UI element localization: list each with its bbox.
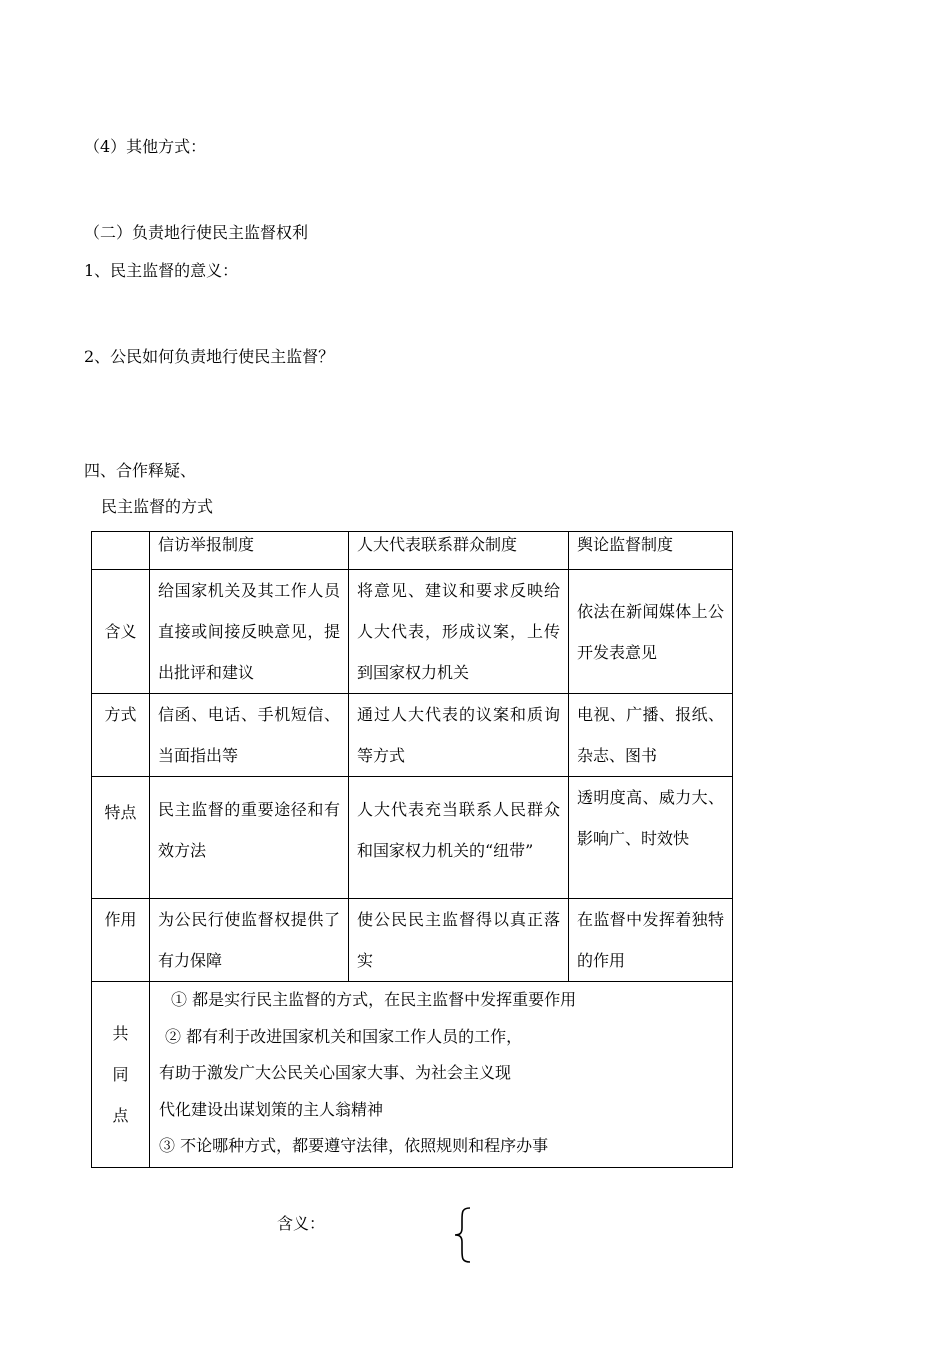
left-brace-icon bbox=[452, 1206, 476, 1264]
table-cell: 将意见、建议和要求反映给人大代表，形成议案，上传到国家权力机关 bbox=[349, 570, 569, 694]
row-label-feature: 特点 bbox=[92, 777, 150, 899]
table-cell: 在监督中发挥着独特的作用 bbox=[569, 899, 733, 982]
table-caption: 民主监督的方式 bbox=[101, 497, 214, 516]
table-row bbox=[92, 570, 733, 694]
row-label-meaning: 含义 bbox=[92, 570, 150, 694]
row-label-method: 方式 bbox=[92, 694, 150, 777]
common-points-cell bbox=[150, 982, 733, 1168]
table-cell: 电视、广播、报纸、杂志、图书 bbox=[569, 694, 733, 777]
table-row bbox=[92, 899, 733, 982]
row-label-common bbox=[92, 982, 150, 1168]
common-point-3: ③ 不论哪种方式，都要遵守法律，依照规则和程序办事 bbox=[159, 1136, 549, 1155]
table-cell: 依法在新闻媒体上公开发表意见 bbox=[569, 570, 733, 694]
table-row bbox=[92, 777, 733, 899]
common-label-char: 同 bbox=[112, 1065, 129, 1084]
table-header-row bbox=[92, 532, 733, 570]
table-cell: 通过人大代表的议案和质询等方式 bbox=[349, 694, 569, 777]
question-2: 2、公民如何负责地行使民主监督？ bbox=[84, 347, 335, 366]
table-cell: 人大代表充当联系人民群众和国家权力机关的“纽带” bbox=[349, 777, 569, 899]
header-empty bbox=[92, 532, 150, 570]
part4-heading: 四、合作释疑、 bbox=[84, 461, 197, 480]
table-cell: 为公民行使监督权提供了有力保障 bbox=[150, 899, 349, 982]
table-cell: 给国家机关及其工作人员直接或间接反映意见，提出批评和建议 bbox=[150, 570, 349, 694]
common-point-2-cont: 有助于激发广大公民关心国家大事、为社会主义现 bbox=[159, 1063, 512, 1082]
table-cell: 透明度高、威力大、影响广、时效快 bbox=[569, 777, 733, 899]
question-1: 1、民主监督的意义： bbox=[84, 261, 239, 280]
bottom-meaning-label: 含义： bbox=[277, 1214, 326, 1233]
common-point-2: ② 都有利于改进国家机关和国家工作人员的工作， bbox=[165, 1026, 523, 1046]
table-row-common bbox=[92, 982, 733, 1168]
section4-other: （4）其他方式： bbox=[84, 137, 207, 156]
table-row bbox=[92, 694, 733, 777]
common-point-2-cont: 代化建设出谋划策的主人翁精神 bbox=[159, 1099, 384, 1119]
table-cell: 信函、电话、手机短信、当面指出等 bbox=[150, 694, 349, 777]
table-cell: 使公民民主监督得以真正落实 bbox=[349, 899, 569, 982]
header-npc-deputy: 人大代表联系群众制度 bbox=[349, 532, 569, 570]
row-label-role: 作用 bbox=[92, 899, 150, 982]
section2-heading: （二）负责地行使民主监督权利 bbox=[84, 223, 309, 242]
common-label-char: 点 bbox=[112, 1106, 129, 1125]
common-point-1: ① 都是实行民主监督的方式，在民主监督中发挥重要作用 bbox=[171, 990, 577, 1009]
table-cell: 民主监督的重要途径和有效方法 bbox=[150, 777, 349, 899]
header-petition: 信访举报制度 bbox=[150, 532, 349, 570]
header-public-opinion: 舆论监督制度 bbox=[569, 532, 733, 570]
common-label-char: 共 bbox=[112, 1024, 129, 1043]
supervision-methods-table bbox=[91, 531, 733, 1168]
